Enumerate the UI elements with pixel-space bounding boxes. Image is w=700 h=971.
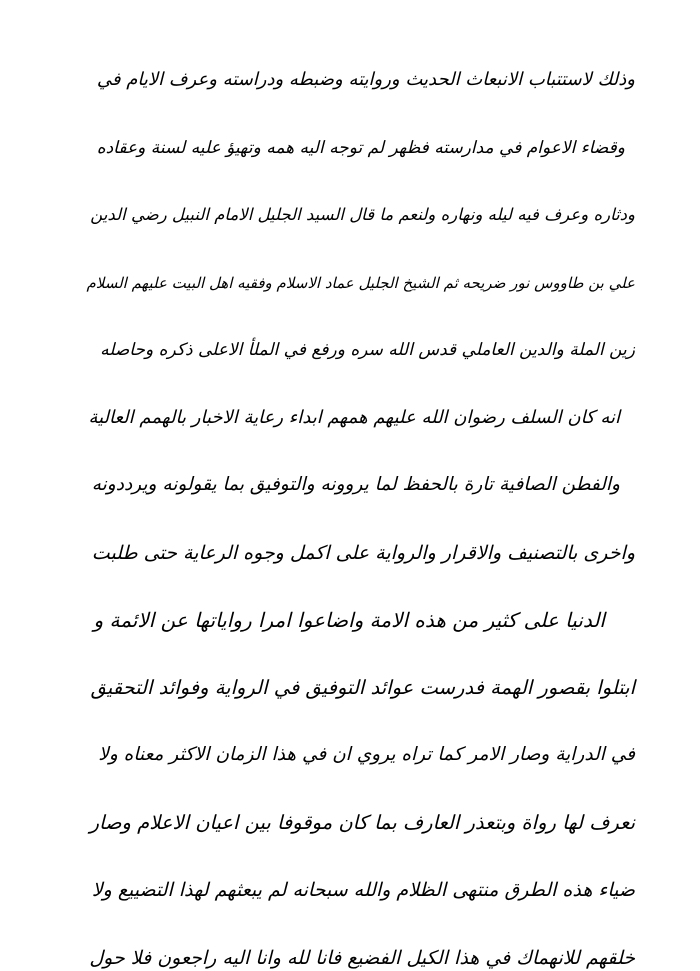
manuscript-line: واخرى بالتصنيف والاقرار والرواية على اكمل وجوه الرعاية حتى طلبت bbox=[91, 541, 635, 564]
manuscript-line: ضياء هذه الطرق منتهى الظلام والله سبحانه لم يبعثهم لهذا التضييع ولا bbox=[91, 879, 635, 901]
manuscript-line: نعرف لها رواة وبتعذر العارف بما كان موقوفا بين اعيان الاعلام وصار bbox=[89, 810, 635, 834]
manuscript-line: في الدراية وصار الامر كما تراه يروي ان في هذا الزمان الاكثر معناه ولا bbox=[98, 744, 635, 765]
manuscript-line: والفطن الصافية تارة بالحفظ لما يروونه والتوفيق بما يقولونه ويرددونه bbox=[91, 474, 620, 495]
manuscript-line: زين الملة والدين العاملي قدس الله سره ورفع في الملأ الاعلى ذكره وحاصله bbox=[100, 340, 635, 360]
manuscript-line: علي بن طاووس نور ضريحه ثم الشيخ الجليل عماد الاسلام وفقيه اهل البيت عليهم السلام bbox=[86, 273, 635, 292]
manuscript-line: خلقهم للانهماك في هذا الكيل الفضيع فانا لله وانا اليه راجعون فلا حول bbox=[89, 946, 635, 969]
manuscript-line: ودثاره وعرف فيه ليله ونهاره ولنعم ما قال السيد الجليل الامام النبيل رضي الدين bbox=[90, 205, 635, 224]
manuscript-line: ابتلوا بقصور الهمة فدرست عوائد التوفيق في الرواية وفوائد التحقيق bbox=[90, 675, 635, 699]
manuscript-line: وذلك لاستتباب الانبعاث الحديث وروايته وضبطه ودراسته وعرف الايام في bbox=[96, 69, 635, 90]
manuscript-line: انه كان السلف رضوان الله عليهم همهم ابداء رعاية الاخبار بالهمم العالية bbox=[88, 406, 620, 428]
manuscript-line: الدنيا على كثير من هذه الامة واضاعوا امرا رواياتها عن الائمة و bbox=[93, 608, 605, 632]
manuscript-text-block bbox=[85, 48, 635, 971]
manuscript-line: وقضاء الاعوام في مدارسته فظهر لم توجه اليه همه وتهيؤ عليه لسنة وعقاده bbox=[96, 137, 625, 158]
